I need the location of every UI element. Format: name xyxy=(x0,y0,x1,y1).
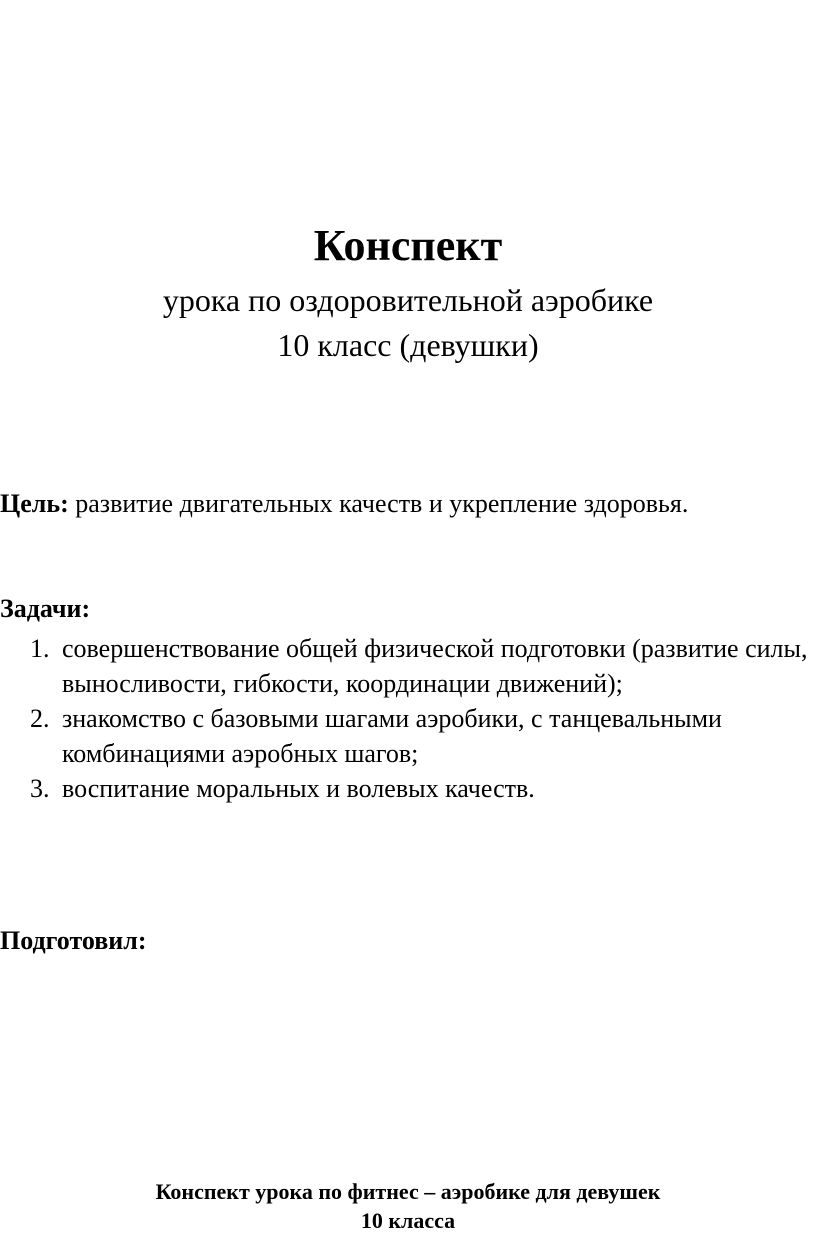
goal-label: Цель: xyxy=(0,489,69,518)
tasks-list xyxy=(0,631,810,806)
document-subtitle-line1: урока по оздоровительной аэробике xyxy=(162,282,654,318)
task-item-2 xyxy=(0,701,810,771)
task-text: совершенствование общей физической подготовки (развитие силы, выносливости, гибкости, координации движений); xyxy=(62,634,808,698)
footer-line2: 10 класса xyxy=(360,1208,456,1233)
document-title: Конспект xyxy=(313,221,503,270)
document-subtitle-line2: 10 класс (девушки) xyxy=(277,327,539,363)
tasks-label: Задачи: xyxy=(0,594,91,623)
prepared-by-label: Подготовил: xyxy=(0,926,147,955)
task-number: 2. xyxy=(30,704,50,733)
task-item-3 xyxy=(0,771,810,806)
task-text: знакомство с базовыми шагами аэробики, с танцевальными комбинациями аэробных шагов; xyxy=(62,704,722,768)
footer-line1: Конспект урока по фитнес – аэробике для девушек xyxy=(155,1179,661,1204)
goal-paragraph xyxy=(0,485,720,523)
goal-text: развитие двигательных качеств и укрепление здоровья. xyxy=(68,489,689,518)
task-number: 3. xyxy=(30,774,50,803)
task-item-1 xyxy=(0,631,810,701)
task-number: 1. xyxy=(30,634,50,663)
task-text: воспитание моральных и волевых качеств. xyxy=(62,774,535,803)
